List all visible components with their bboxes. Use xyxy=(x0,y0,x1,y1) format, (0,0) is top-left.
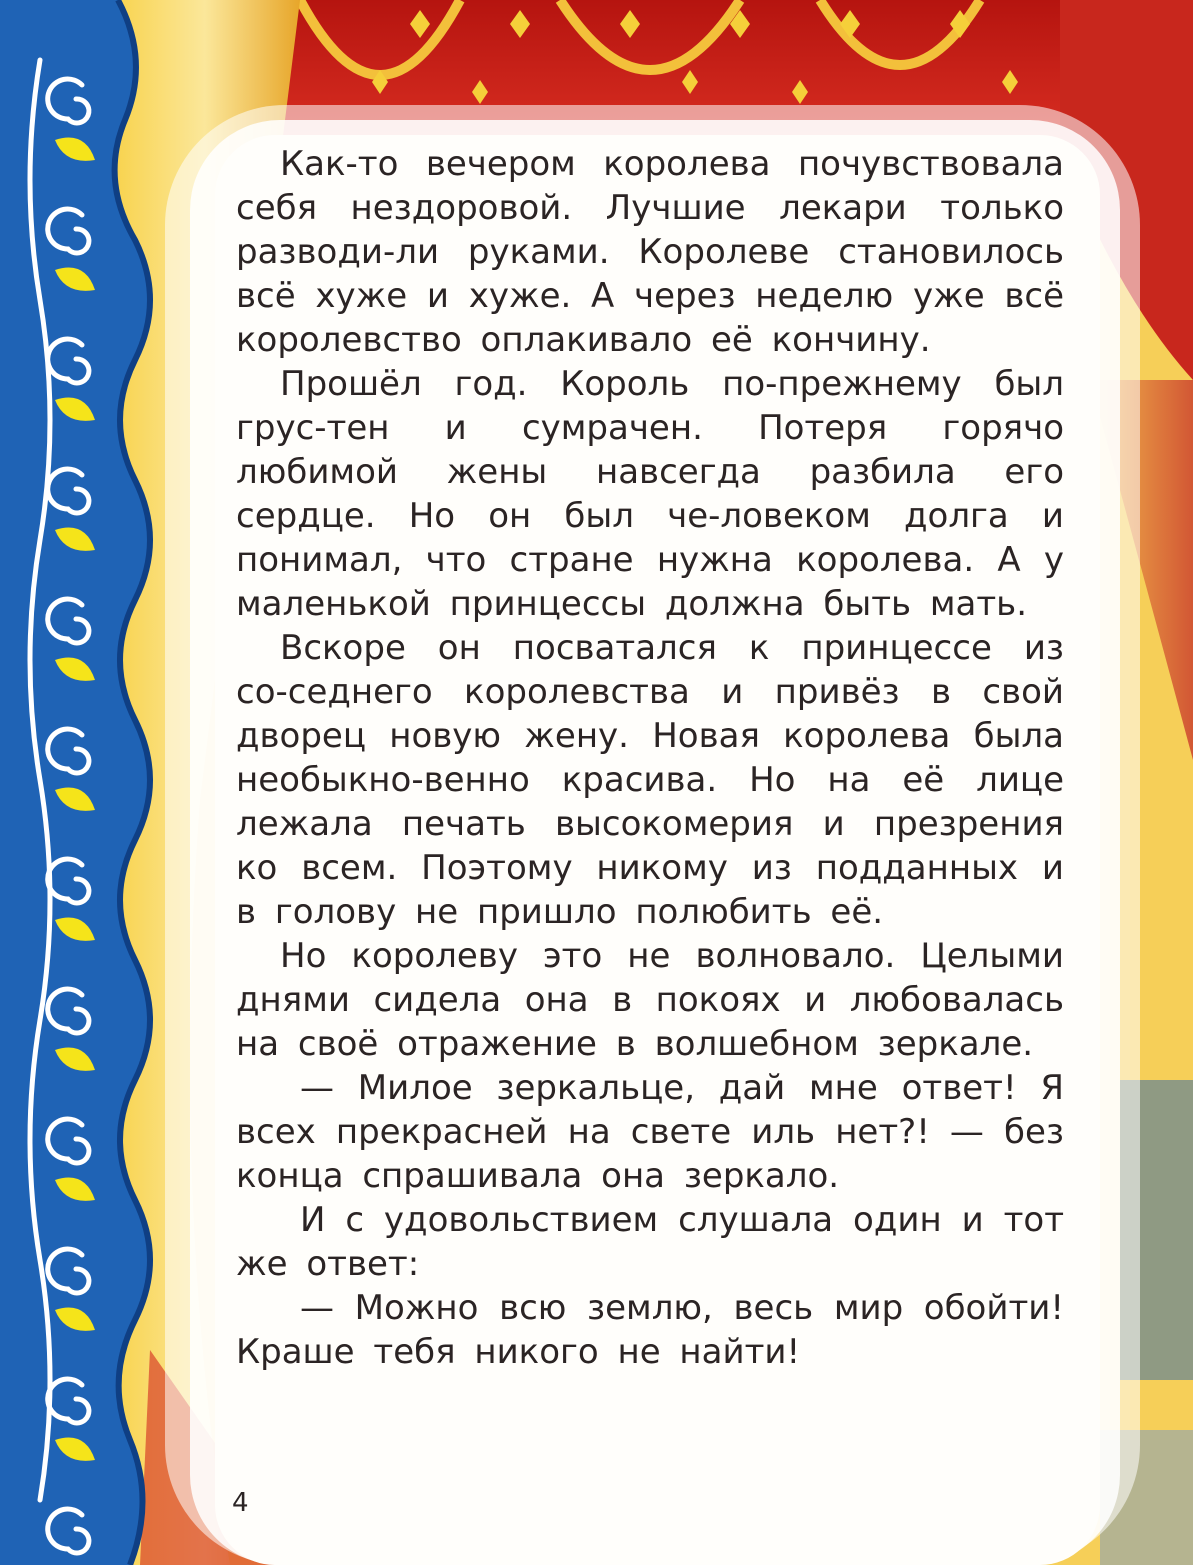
decorative-side-border xyxy=(0,0,175,1565)
page-number: 4 xyxy=(232,1488,249,1518)
paragraph-7-dialog: — Можно всю землю, весь мир обойти! Краше тебя никого не найти! xyxy=(236,1288,1064,1372)
story-text xyxy=(236,142,1064,1374)
paragraph-2: Прошёл год. Король по-прежнему был грус-тен и сумрачен. Потеря горячо любимой жены навсегда разбила его сердце. Но он был че-ловеком долга и понимал, что стране нужна королева. А у маленькой принцессы должна быть мать. xyxy=(236,364,1064,624)
paragraph-4: Но королеву это не волновало. Целыми днями сидела она в покоях и любовалась на своё отражение в волшебном зеркале. xyxy=(236,936,1064,1064)
paragraph-6: И с удовольствием слушала один и тот же ответ: xyxy=(236,1200,1064,1284)
paragraph-1: Как-то вечером королева почувствовала себя нездоровой. Лучшие лекари только разводи-ли руками. Королеве становилось всё хуже и хуже. А через неделю уже всё королевство оплакивало её кончину. xyxy=(236,144,1064,360)
paragraph-3: Вскоре он посватался к принцессе из со-седнего королевства и привёз в свой дворец новую жену. Новая королева была необыкно-венно красива. Но на её лице лежала печать высокомерия и презрения ко всем. Поэтому никому из подданных и в голову не пришло полюбить её. xyxy=(236,628,1064,932)
paragraph-5-dialog: — Милое зеркальце, дай мне ответ! Я всех прекрасней на свете иль нет?! — без конца спрашивала она зеркало. xyxy=(236,1068,1064,1196)
